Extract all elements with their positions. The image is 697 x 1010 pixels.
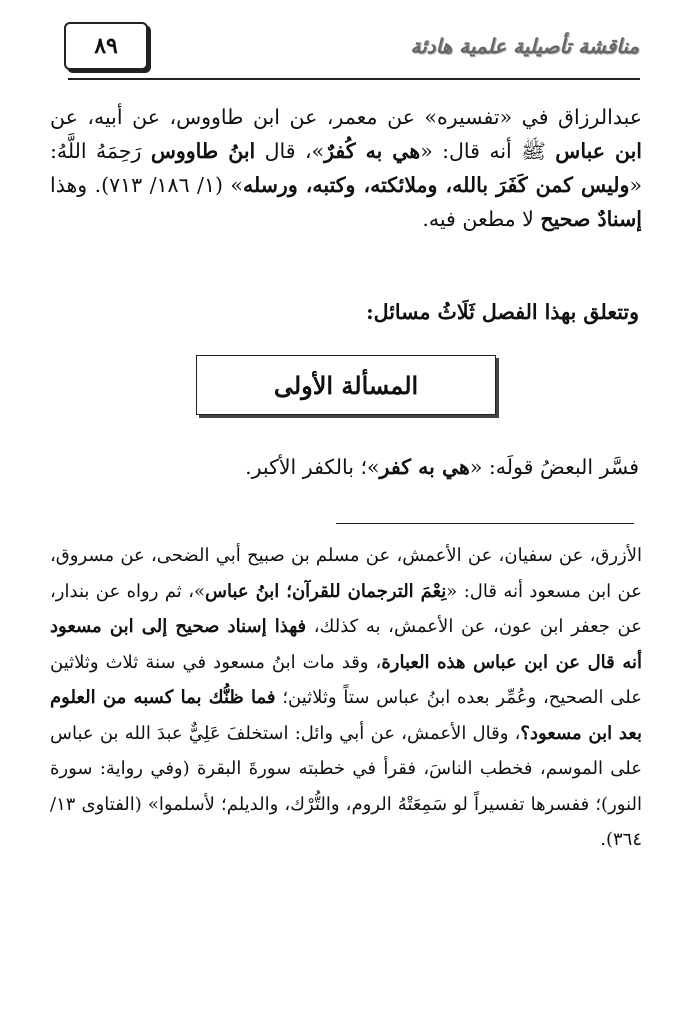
text-run: »، ثم رواه عن بندار، عن جعفر ابن عون، عن الأعمش، به كذلك، [50, 580, 642, 637]
main-text [50, 100, 642, 236]
bold-run: نِعْمَ الترجمان للقرآن؛ ابنُ عباس [205, 580, 447, 602]
header-rule [68, 78, 640, 80]
text-run: لا مطعن فيه. [422, 207, 541, 231]
bold-run: هي به كُفرٌ [324, 139, 421, 163]
section-lead: وتتعلق بهذا الفصل ثَلَاثُ مسائل: [366, 300, 639, 324]
issue-statement [79, 455, 639, 479]
text-run: عبدالرزاق في «تفسيره» عن معمر، عن ابن طاووس، عن أبيه، عن [50, 105, 642, 129]
page-number-box [64, 22, 148, 70]
text-run: ، وقال الأعمش، عن أبي وائل: استخلفَ عَلِيٌّ عبدَ الله بن عباس على الموسم، فخطب الناسَ، فقرأ في خطبته سورةَ البقرة (وفي رواية: سورة النور)؛ ففسرها تفسيراً لو سَمِعَتْهُ الروم، والتُّرْك، والديلم؛ لأسلموا» (الفتاوى ١٣/ ٣٦٤). [50, 722, 642, 850]
page-number: ٨٩ [94, 33, 118, 59]
bold-run: إسنادٌ صحيح [540, 207, 642, 231]
issue-heading-box [196, 355, 496, 415]
text-run: ﷺ أنه قال: « [420, 139, 556, 163]
footnote-paragraph [50, 538, 642, 858]
running-title: مناقشة تأصيلية علمية هادئة [410, 34, 639, 58]
text-run: »، قال [255, 139, 325, 163]
text-run: رَحِمَهُ اللَّهُ: « [50, 139, 642, 197]
text-run: فسَّر البعضُ قولَه: « [469, 455, 639, 479]
footnote-text [50, 538, 642, 858]
bold-run: وليس كمن كَفَرَ بالله، وملائكته، وكتبه، ورسله [242, 173, 630, 197]
text-run: ، وقد مات ابنُ مسعود في سنة ثلاث وثلاثين على الصحيح، وعُمِّر بعده ابنُ عباس ستاً وثلاثين؛ [50, 651, 643, 708]
footnote-rule [336, 523, 634, 524]
main-paragraph [50, 100, 642, 236]
bold-run: ابن عباس [555, 139, 643, 163]
issue-heading: المسألة الأولى [273, 370, 419, 400]
text-run: »؛ بالكفر الأكبر. [245, 455, 380, 479]
bold-run: فهذا إسناد صحيح إلى ابن مسعود أنه قال عن ابن عباس هذه العبارة [50, 616, 642, 673]
bold-run: ابنُ طاووس [150, 139, 256, 163]
bold-run: فما ظنُّك بما كسبه من العلوم بعد ابن مسعود؟ [50, 687, 643, 744]
text-run: » (١/ ١٨٦/ ٧١٣). وهذا [50, 173, 243, 197]
text-run: الأزرق، عن سفيان، عن الأعمش، عن مسلم بن صبيح أبي الضحى، عن مسروق، عن ابن مسعود أنه قال: « [50, 545, 642, 602]
bold-run: هي به كفر [379, 455, 470, 479]
